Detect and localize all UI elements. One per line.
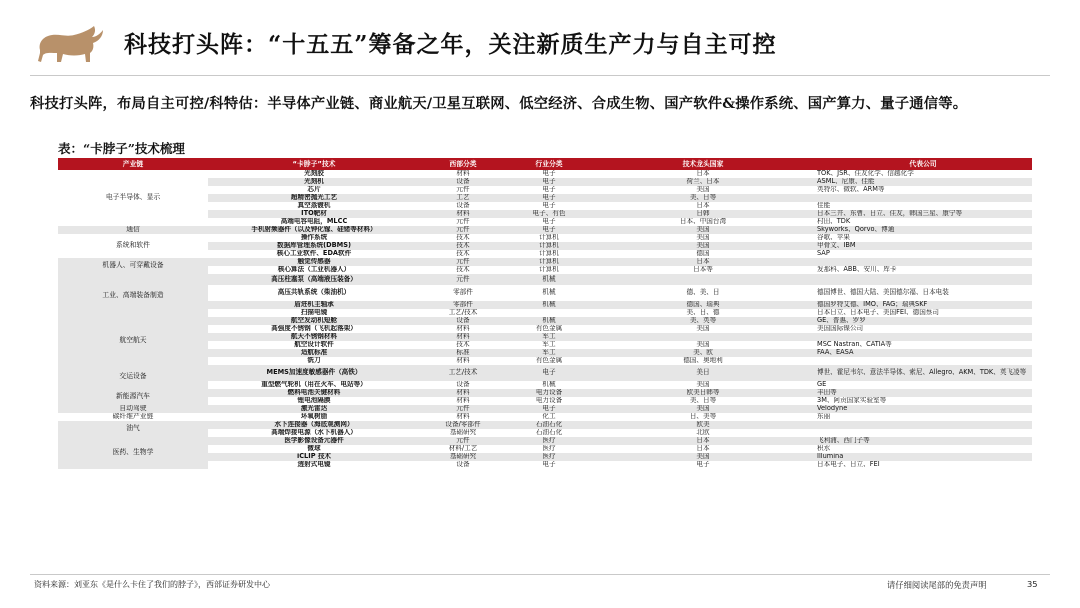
representative-company-cell: 日本电子、日立、FEI [817, 461, 880, 469]
technology-cell: 适航标准 [208, 349, 420, 357]
table-header-row [58, 158, 1032, 170]
leading-country-cell: 电子 [696, 461, 710, 469]
leading-country-cell: 美国 [696, 341, 710, 349]
industry-cell: 医药、生物学 [58, 437, 208, 469]
category-cell: 材料/工艺 [448, 445, 478, 453]
leading-country-cell [592, 333, 814, 341]
sector-cell: 机械 [506, 317, 592, 325]
industry-cell: 机器人、可穿戴设备 [58, 258, 208, 274]
column-header: 代表公司 [814, 158, 1032, 170]
leading-country-cell: 日、美等 [689, 413, 717, 421]
technology-cell: 环氧树脂 [300, 413, 328, 421]
sector-cell: 计算机 [506, 258, 592, 266]
category-cell: 设备 [456, 461, 470, 469]
representative-company-cell: 博世、霍尼韦尔、意法半导体、索尼、Allegro、AKM、TDK、英飞凌等 [814, 365, 1032, 381]
leading-country-cell: 日本、中国台湾 [679, 218, 727, 226]
technology-cell: 超精密抛光工艺 [208, 194, 420, 202]
category-cell: 零部件 [453, 288, 473, 297]
leading-country-cell: 日韩 [592, 210, 814, 218]
sector-cell: 有色金属 [535, 357, 563, 365]
sector-cell: 电子 [542, 186, 556, 194]
table-row [58, 421, 1032, 429]
representative-company-cell [814, 258, 1032, 266]
category-cell: 技术 [456, 234, 470, 242]
sector-cell: 电子 [506, 194, 592, 202]
page-number: 35 [1027, 579, 1038, 589]
leading-country-cell: 欧美日韩等 [592, 389, 814, 397]
representative-company-cell [814, 274, 1032, 285]
representative-company-cell: 佳能 [817, 202, 831, 210]
representative-company-cell: 美国国际镍公司 [817, 325, 864, 333]
technology-cell: 盾进机主轴承 [208, 301, 420, 309]
sector-cell: 电力设备 [506, 389, 592, 397]
leading-country-cell: 德国 [696, 250, 710, 258]
category-cell: 标准 [420, 349, 506, 357]
technology-cell: 高压柱塞泵（高端液压装备） [208, 274, 420, 285]
representative-company-cell [814, 194, 1032, 202]
technology-cell: 航天不锈钢材料 [208, 333, 420, 341]
disclaimer-note: 请仔细阅读尾部的免责声明 [887, 580, 987, 590]
technology-cell: 重型燃气轮机（用在火车、电站等） [261, 381, 367, 389]
technology-cell: 手机射频器件（以及钟化镓、硅锗等材料） [208, 226, 420, 234]
technology-cell: 数据库管理系统(DBMS) [208, 242, 420, 250]
category-cell: 元件 [456, 218, 470, 226]
leading-country-cell: 北欧 [696, 429, 710, 437]
technology-cell: 光刻胶 [304, 170, 324, 178]
technology-cell: 触觉传感器 [208, 258, 420, 266]
category-cell: 工艺 [420, 194, 506, 202]
table-row [58, 170, 1032, 178]
category-cell: 技术 [456, 341, 470, 349]
industry-cell: 油气 [58, 421, 208, 437]
industry-cell: 交运设备 [58, 365, 208, 389]
representative-company-cell: ASML、尼康、佳能 [814, 178, 1032, 186]
representative-company-cell: MSC Nastran、CATIA等 [817, 341, 892, 349]
sector-cell: 计算机 [539, 250, 559, 258]
technology-cell: 光刻机 [208, 178, 420, 186]
sector-cell: 电力设备 [535, 397, 563, 405]
representative-company-cell: Velodyne [814, 405, 1032, 413]
technology-cell: 操作系统 [300, 234, 328, 242]
table-row [58, 365, 1032, 381]
sector-cell: 电子 [506, 226, 592, 234]
technology-cell: 高强度不锈钢（飞机起落架） [271, 325, 357, 333]
leading-country-cell: 美、日、德 [686, 309, 720, 317]
category-cell: 材料 [420, 333, 506, 341]
leading-country-cell: 美国 [696, 325, 710, 333]
category-cell: 材料 [456, 170, 470, 178]
leading-country-cell: 美、欧 [592, 349, 814, 357]
category-cell: 设备 [420, 317, 506, 325]
technology-cell: 真空蒸镀机 [297, 202, 331, 210]
sector-cell: 军工 [542, 341, 556, 349]
technology-cell: 核心工业软件、EDA软件 [276, 250, 352, 258]
sector-cell: 有色金属 [535, 325, 563, 333]
leading-country-cell: 德国、奥地利 [683, 357, 723, 365]
leading-country-cell: 日本 [592, 437, 814, 445]
leading-country-cell: 荷兰、日本 [592, 178, 814, 186]
table-caption: 表：“卡脖子”技术梳理 [58, 141, 185, 156]
representative-company-cell: FAA、EASA [814, 349, 1032, 357]
sector-cell: 计算机 [506, 242, 592, 250]
technology-cell: 医学影像设备元器件 [208, 437, 420, 445]
category-cell: 材料 [420, 210, 506, 218]
category-cell: 设备/零部件 [420, 421, 506, 429]
technology-cell: 铣刀 [307, 357, 321, 365]
technology-cell: 锂电池隔膜 [297, 397, 331, 405]
column-header: 西部分类 [420, 158, 506, 170]
category-cell: 元件 [420, 274, 506, 285]
category-cell: 元件 [420, 437, 506, 445]
sector-cell: 医疗 [542, 445, 556, 453]
category-cell: 材料 [456, 325, 470, 333]
footer-divider [30, 574, 1050, 575]
industry-cell: 自动驾驶 [58, 405, 208, 413]
category-cell: 元件 [420, 405, 506, 413]
leading-country-cell: 日本等 [693, 266, 713, 274]
leading-country-cell: 美国 [696, 186, 710, 194]
leading-country-cell [592, 274, 814, 285]
sector-cell: 机械 [542, 288, 556, 297]
technology-cell: 微球 [307, 445, 321, 453]
industry-cell: 通信 [58, 226, 208, 234]
representative-company-cell: 德国博世、德国大陆、美国德尔福、日本电装 [817, 288, 949, 297]
category-cell: 工艺/技术 [448, 309, 478, 317]
table-row [58, 413, 1032, 421]
representative-company-cell: 发那科、ABB、安川、库卡 [817, 266, 897, 274]
sector-cell: 电子、有色 [506, 210, 592, 218]
representative-company-cell: 积水 [817, 445, 831, 453]
leading-country-cell: 欧美 [592, 421, 814, 429]
representative-company-cell: 日本三井、东曹、日立、住友，韩国三星、康宁等 [814, 210, 1032, 218]
chokepoint-technology-table [58, 158, 1032, 469]
technology-cell: 高压共轨系统（柴油机） [277, 288, 351, 297]
column-header: “卡脖子”技术 [208, 158, 420, 170]
sector-cell: 石油石化 [506, 421, 592, 429]
sector-cell: 计算机 [539, 234, 559, 242]
sector-cell: 电子 [506, 178, 592, 186]
representative-company-cell: Illumina [814, 453, 1032, 461]
representative-company-cell: SAP [817, 250, 830, 258]
technology-cell: 航空发动机短舱 [208, 317, 420, 325]
technology-cell: 扫描电镜 [300, 309, 328, 317]
category-cell: 基础研究 [449, 429, 477, 437]
leading-country-cell: 德国、瑞典 [592, 301, 814, 309]
table-row [58, 234, 1032, 242]
sector-cell: 计算机 [539, 266, 559, 274]
representative-company-cell: 村田、TDK [817, 218, 851, 226]
column-header: 技术龙头国家 [592, 158, 814, 170]
sector-cell: 化工 [542, 413, 556, 421]
representative-company-cell [814, 357, 1032, 365]
leading-country-cell: 美日 [592, 365, 814, 381]
technology-cell: MEMS加速度敏感器件（高铁） [208, 365, 420, 381]
technology-cell: 高端电容电阻，MLCC [280, 218, 348, 226]
leading-country-cell: 日本 [592, 258, 814, 266]
category-cell: 材料 [456, 357, 470, 365]
technology-cell: ITO靶材 [208, 210, 420, 218]
leading-country-cell: 日本 [696, 445, 710, 453]
representative-company-cell: GE、普惠、罗罗 [814, 317, 1032, 325]
sector-cell: 机械 [506, 274, 592, 285]
leading-country-cell: 德、美、日 [686, 288, 720, 297]
technology-cell: 激光雷达 [208, 405, 420, 413]
leading-country-cell: 美国 [592, 242, 814, 250]
category-cell: 元件 [420, 226, 506, 234]
representative-company-cell: 英特尔、微软、ARM等 [817, 186, 885, 194]
industry-cell: 新能源汽车 [58, 389, 208, 405]
representative-company-cell [814, 429, 1032, 437]
bull-logo-icon [34, 20, 106, 66]
leading-country-cell: 美、日等 [592, 194, 814, 202]
column-header: 产业链 [58, 158, 208, 170]
representative-company-cell: 德国罗特艾德、IMO、FAG；瑞典SKF [814, 301, 1032, 309]
table-row [58, 274, 1032, 285]
intro-paragraph: 科技打头阵，布局自主可控/科特估：半导体产业链、商业航天/卫星互联网、低空经济、合成生物、国产软件&操作系统、国产算力、量子通信等。 [30, 96, 968, 112]
sector-cell: 电子 [506, 365, 592, 381]
category-cell: 元件 [420, 258, 506, 266]
representative-company-cell: Skyworks、Qorvo、博通 [814, 226, 1032, 234]
sector-cell: 军工 [506, 349, 592, 357]
sector-cell: 医疗 [506, 453, 592, 461]
representative-company-cell [814, 333, 1032, 341]
sector-cell: 电子 [542, 218, 556, 226]
category-cell: 技术 [420, 242, 506, 250]
technology-cell: 航空设计软件 [294, 341, 334, 349]
table-row [58, 317, 1032, 325]
category-cell: 设备 [456, 202, 470, 210]
category-cell: 元件 [456, 186, 470, 194]
category-cell: 设备 [420, 178, 506, 186]
leading-country-cell: 美国 [592, 453, 814, 461]
representative-company-cell: 丰田等 [814, 389, 1032, 397]
representative-company-cell: 甲骨文、IBM [814, 242, 1032, 250]
sector-cell: 电子 [542, 461, 556, 469]
leading-country-cell: 日本 [696, 170, 710, 178]
category-cell: 材料 [456, 397, 470, 405]
sector-cell: 电子 [542, 202, 556, 210]
category-cell: 工艺/技术 [420, 365, 506, 381]
leading-country-cell: 美、英等 [592, 317, 814, 325]
table-row [58, 405, 1032, 413]
leading-country-cell: 美国 [592, 405, 814, 413]
category-cell: 设备 [456, 381, 470, 389]
table-row [58, 389, 1032, 397]
page-title: 科技打头阵：“十五五”筹备之年，关注新质生产力与自主可控 [124, 31, 777, 58]
representative-company-cell: 东丽 [817, 413, 831, 421]
representative-company-cell: GE [817, 381, 827, 389]
category-cell: 技术 [456, 250, 470, 258]
representative-company-cell: TOK、JSR、住友化学、信越化学 [817, 170, 914, 178]
representative-company-cell: 飞利浦、西门子等 [814, 437, 1032, 445]
technology-cell: 高端焊接电源（水下机器人） [271, 429, 357, 437]
sector-cell [506, 309, 592, 317]
sector-cell: 石油石化 [535, 429, 563, 437]
sector-cell: 电子 [542, 170, 556, 178]
category-cell: 材料 [420, 389, 506, 397]
table-row [58, 258, 1032, 266]
technology-cell: 水下连接器（海底观测网） [208, 421, 420, 429]
table-row [58, 226, 1032, 234]
technology-cell: iCLIP 技术 [208, 453, 420, 461]
source-note: 资料来源：刘亚东《是什么卡住了我们的脖子》，西部证券研发中心 [34, 580, 270, 589]
leading-country-cell: 美、日等 [689, 397, 717, 405]
representative-company-cell: 3M、阿贡国家实验室等 [817, 397, 887, 405]
representative-company-cell [814, 421, 1032, 429]
technology-cell: 核心算法（工业机器人） [277, 266, 351, 274]
sector-cell: 机械 [506, 301, 592, 309]
technology-cell: 芯片 [307, 186, 321, 194]
leading-country-cell: 日本 [696, 202, 710, 210]
category-cell: 材料 [456, 413, 470, 421]
leading-country-cell: 美国 [696, 234, 710, 242]
table-row [58, 437, 1032, 445]
technology-cell: 燃料电池关键材料 [208, 389, 420, 397]
industry-cell: 电子半导体、显示 [58, 170, 208, 226]
representative-company-cell: 谷歌、苹果 [817, 234, 850, 242]
sector-cell: 机械 [542, 381, 556, 389]
representative-company-cell: 日本日立、日本电子、美国FEI、德国蔡司 [817, 309, 939, 317]
sector-cell: 电子 [506, 405, 592, 413]
category-cell: 技术 [456, 266, 470, 274]
industry-cell: 系统和软件 [58, 234, 208, 258]
industry-cell: 碳纤维产业链 [58, 413, 208, 421]
leading-country-cell: 美国 [696, 381, 710, 389]
industry-cell: 航空航天 [58, 317, 208, 365]
technology-cell: 透射式电镜 [297, 461, 331, 469]
category-cell: 零部件 [420, 301, 506, 309]
sector-cell: 军工 [506, 333, 592, 341]
industry-cell: 工业、高端装备制造 [58, 274, 208, 317]
leading-country-cell: 美国 [592, 226, 814, 234]
sector-cell: 医疗 [506, 437, 592, 445]
column-header: 行业分类 [506, 158, 592, 170]
category-cell: 基础研究 [420, 453, 506, 461]
title-divider [30, 75, 1050, 76]
